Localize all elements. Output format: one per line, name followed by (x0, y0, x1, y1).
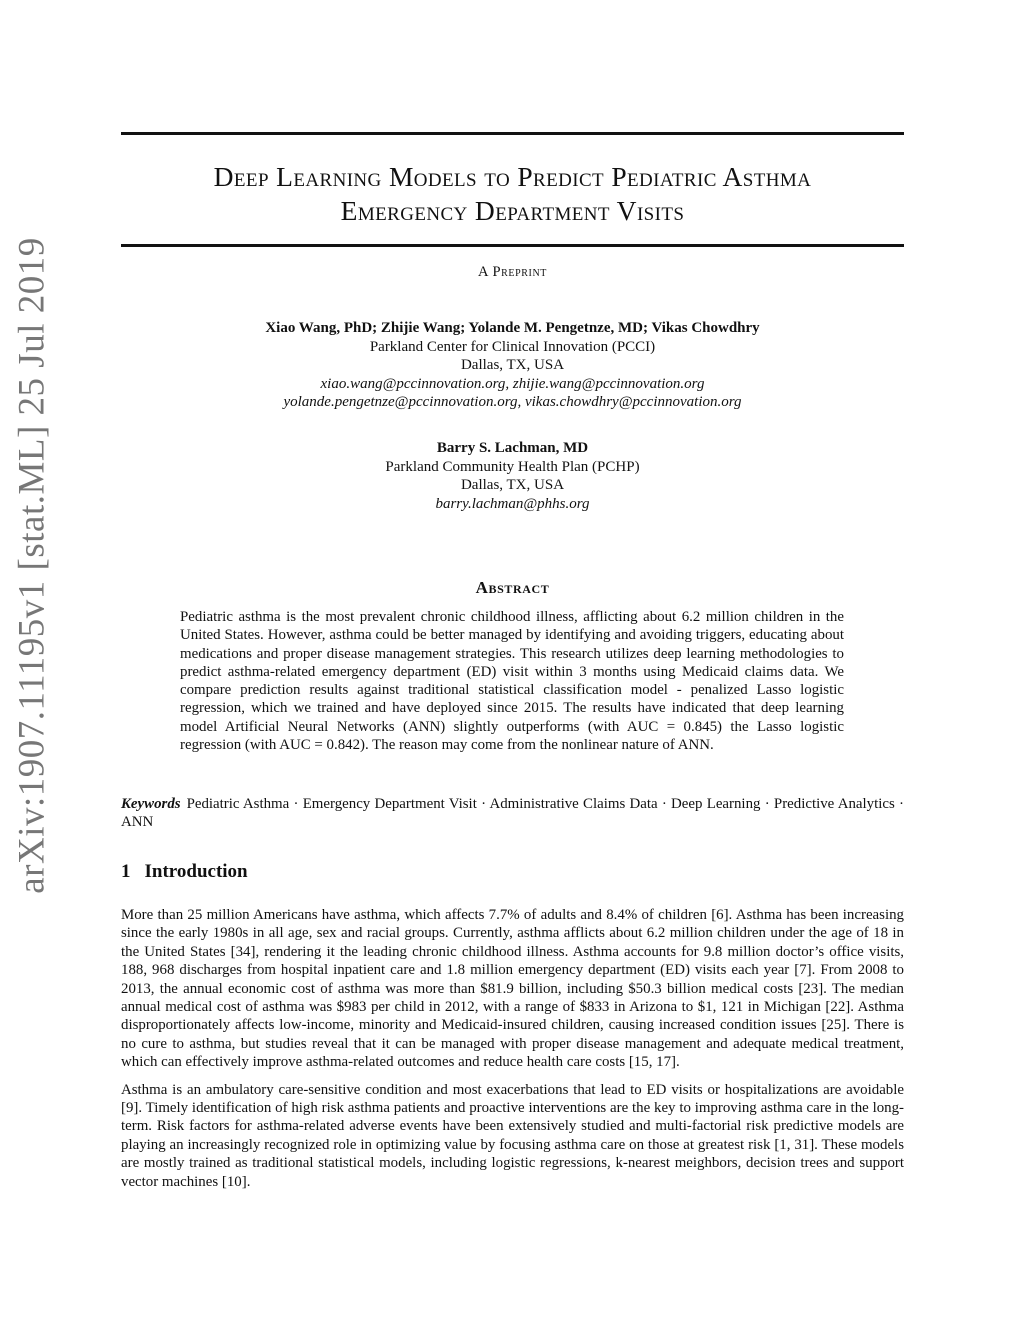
section-heading-introduction (121, 861, 248, 883)
author-emails-line1: xiao.wang@pccinnovation.org, zhijie.wang@pccinnovation.org (320, 375, 705, 392)
paragraph: Asthma is an ambulatory care-sensitive condition and most exacerbations that lead to ED visits or hospitalizations are avoidable [9]. Timely identification of high risk asthma patients and proactive interventions are the key to improving asthma care in the long-term. Risk factors for asthma-related adverse events have been extensively studied and multi-factorial risk predictive models are playing an increasingly recognized role in optimizing value by focusing asthma care on those at greatest risk [1, 31]. These models are mostly trained as traditional statistical models, including logistic regressions, k-nearest meighbors, decision trees and support vector machines [10]. (121, 1081, 904, 1190)
author-affiliation: Parkland Center for Clinical Innovation (PCCI) (369, 338, 656, 355)
arxiv-identifier-text: arXiv:1907.11195v1 [stat.ML] 25 Jul 2019 (11, 236, 53, 894)
title-bottom-rule (121, 244, 904, 247)
paper-title-line2: Emergency Department Visits (340, 195, 685, 226)
author-block-pchp (121, 439, 904, 513)
title-top-rule (121, 132, 904, 135)
keywords-label: Keywords (121, 796, 181, 812)
paper-title-line1: Deep Learning Models to Predict Pediatric Asthma (213, 161, 812, 192)
author-affiliation: Parkland Community Health Plan (PCHP) (385, 458, 640, 475)
paragraph: More than 25 million Americans have asthma, which affects 7.7% of adults and 8.4% of children [6]. Asthma has been increasing since the early 1980s in all age, sex and racial groups. Currently, asthma afflicts about 6.2 million children under the age of 18 in the United States [34], rendering it the leading chronic childhood illness. Asthma accounts for 9.8 million doctor’s office visits, 188, 968 discharges from hospital inpatient care and 1.8 million emergency department (ED) visits each year [7]. From 2008 to 2013, the annual economic cost of asthma was more than $81.9 billion, including $50.3 billion medical costs [23]. The median annual medical cost of asthma was $983 per child in 2012, with a range of $833 in Arizona to $1, 121 in Michigan [22]. Asthma disproportionately affects low-income, minority and Medicaid-insured children, causing increased condition issues [25]. There is no cure to asthma, but studies reveal that it can be managed with proper disease management and adequate medical treatment, which can effectively improve asthma-related outcomes and reduce health care costs [15, 17]. (121, 907, 904, 1071)
author-location: Dallas, TX, USA (460, 357, 565, 373)
author-email: barry.lachman@phhs.org (435, 495, 590, 512)
keywords-text: Pediatric Asthma · Emergency Department Visit · Administrative Claims Data · Deep Learning · Predictive Analytics · ANN (121, 796, 904, 831)
author-block-pcci (121, 319, 904, 412)
author-names: Xiao Wang, PhD; Zhijie Wang; Yolande M. Pengetnze, MD; Vikas Chowdhry (265, 320, 760, 336)
introduction-body (121, 906, 904, 1200)
abstract-heading: Abstract (475, 578, 550, 597)
paper-title (121, 160, 904, 228)
arxiv-identifier (2, 170, 62, 960)
author-names: Barry S. Lachman, MD (436, 440, 589, 456)
keywords (121, 795, 904, 832)
section-number: 1 (121, 861, 131, 882)
author-location: Dallas, TX, USA (460, 477, 565, 493)
abstract-text: Pediatric asthma is the most prevalent chronic childhood illness, afflicting about 6.2 million children in the United States. However, asthma could be better managed by identifying and avoiding triggers, educating about medications and proper disease management strategies. This research utilizes deep learning methodologies to predict asthma-related emergency department (ED) visit within 3 months using Medicaid claims data. We compare prediction results against traditional statistical classification model - penalized Lasso logistic regression, which we trained and have deployed since 2015. The results have indicated that deep learning model Artificial Neural Networks (ANN) slightly outperforms (with AUC = 0.845) the Lasso logistic regression (with AUC = 0.842). The reason may come from the nonlinear nature of ANN. (180, 609, 844, 754)
section-title: Introduction (144, 861, 248, 882)
author-emails-line2: yolande.pengetnze@pccinnovation.org, vikas.chowdhry@pccinnovation.org (283, 394, 742, 410)
preprint-label: A Preprint (477, 264, 548, 280)
